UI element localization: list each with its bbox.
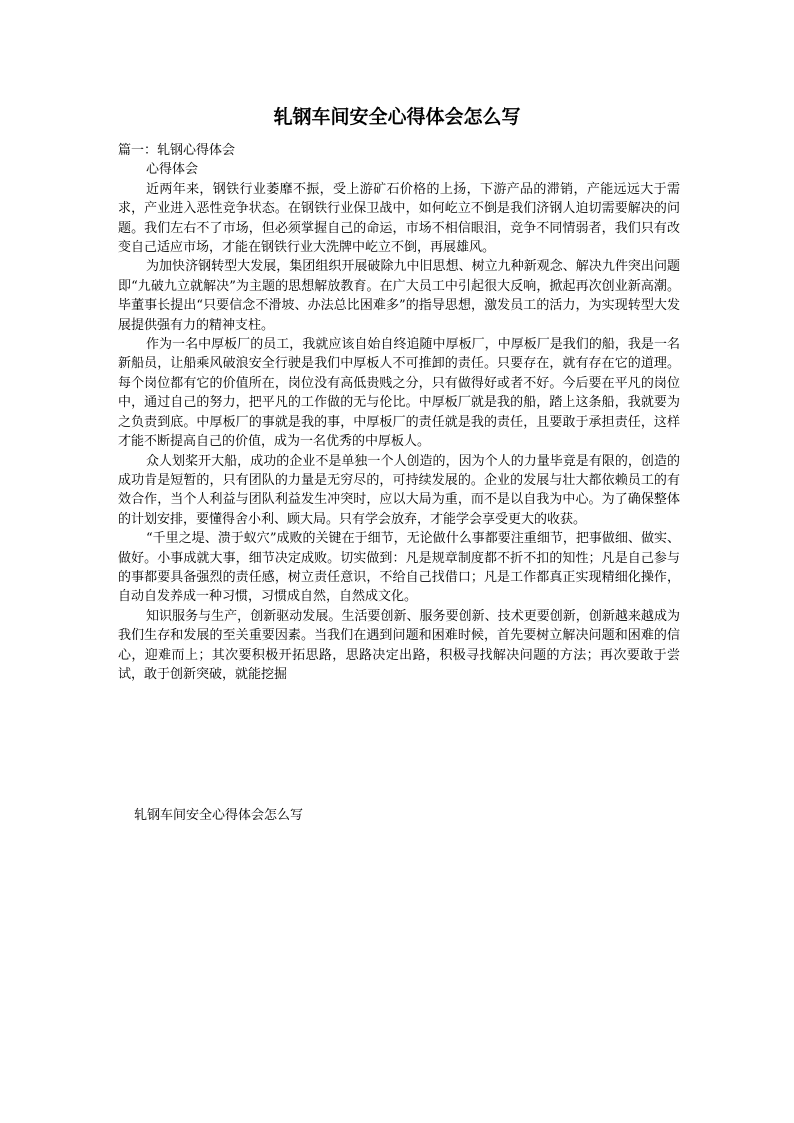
section-heading: 篇一：轧钢心得体会	[118, 143, 236, 158]
page-title: 轧钢车间安全心得体会怎么写	[273, 106, 521, 128]
paragraph-2: 为加快济钢转型大发展，集团组织开展破除九中旧思想、树立九种新观念、解决九件突出问题即“九破九立就解决”为主题的思想解放教育。在广大员工中引起很大反响，掀起再次创业新高潮。毕董事长提出“只要信念不滑坡、办法总比困难多”的指导思想，激发员工的活力，为实现转型大发展提供强有力的精神支柱。	[118, 259, 680, 333]
paragraph-6: 知识服务与生产，创新驱动发展。生活要创新、服务要创新、技术更要创新，创新越来越成为我们生存和发展的至关重要因素。当我们在遇到问题和困难时候，首先要树立解决问题和困难的信心，迎难而上；其次要积极开拓思路，思路决定出路，积极寻找解决问题的方法；再次要敢于尝试，敢于创新突破，就能挖掘	[118, 608, 680, 682]
paragraph-1: 近两年来，钢铁行业萎靡不振，受上游矿石价格的上扬，下游产品的滞销，产能远远大于需求，产业进入恶性竞争状态。在钢铁行业保卫战中，如何屹立不倒是我们济钢人迫切需要解决的问题。我们左右不了市场，但必须掌握自己的命运，市场不相信眼泪，竞争不同情弱者，我们只有改变自己适应市场，才能在钢铁行业大洗牌中屹立不倒，再展雄风。	[118, 181, 680, 256]
footer-title: 轧钢车间安全心得体会怎么写	[134, 808, 304, 823]
paragraph-5: “千里之堤、溃于蚁穴”成败的关键在于细节，无论做什么事都要注重细节，把事做细、做实、做好。小事成就大事，细节决定成败。切实做到：凡是规章制度都不折不扣的知性；凡是自己参与的事都要具备强烈的责任感，树立责任意识，不给自己找借口；凡是工作都真正实现精细化操作，自动自发养成一种习惯，习惯成自然，自然成文化。	[118, 531, 680, 605]
document-body	[118, 141, 680, 684]
paragraph-4: 众人划桨开大船，成功的企业不是单独一个人创造的，因为个人的力量毕竟是有限的，创造的成功肯是短暂的，只有团队的力量是无穷尽的，可持续发展的。企业的发展与壮大都依赖员工的有效合作，当个人利益与团队利益发生冲突时，应以大局为重，而不是以自我为中心。为了确保整体的计划安排，要懂得舍小利、顾大局。只有学会放弃，才能学会享受更大的收获。	[118, 453, 680, 527]
sub-heading: 心得体会	[146, 162, 199, 178]
paragraph-3: 作为一名中厚板厂的员工，我就应该自始自终追随中厚板厂，中厚板厂是我们的船，我是一名新船员，让船乘风破浪安全行驶是我们中厚板人不可推卸的责任。只要存在，就有存在它的道理。每个岗位都有它的价值所在，岗位没有高低贵贱之分，只有做得好或者不好。今后要在平凡的岗位中，通过自己的努力，把平凡的工作做的无与伦比。中厚板厂就是我的船，踏上这条船，我就要为之负责到底。中厚板厂的事就是我的事，中厚板厂的责任就是我的责任，且要敢于承担责任，这样才能不断提高自己的价值，成为一名优秀的中厚板人。	[118, 337, 680, 450]
